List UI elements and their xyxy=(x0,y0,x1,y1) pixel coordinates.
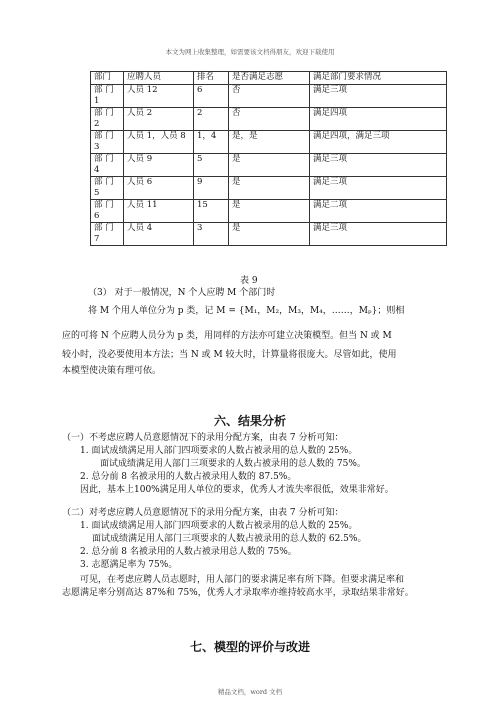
cell-wish: 是 xyxy=(229,223,310,246)
table-row xyxy=(91,200,447,223)
table-row xyxy=(91,131,447,154)
section6-title: 六、结果分析 xyxy=(213,414,286,428)
header-rank: 排名 xyxy=(194,72,229,85)
header-note: 本文为网上收集整理，如需要该文档得朋友，欢迎下载使用 xyxy=(165,48,335,56)
part2-item2: 2. 总分前 8 名被录用的人数占被录用总人数的 75%。 xyxy=(80,547,297,557)
part2-item1a: 1. 面试成绩满足用人部门四项要求的人数占被录用的总人数的 25%。 xyxy=(80,521,358,531)
cell-req: 满足三项 xyxy=(310,154,447,177)
part1-item1a: 1. 面试成绩满足用人部门四项要求的人数占被录用的总人数的 25%。 xyxy=(80,446,358,456)
part2-item3: 3. 志愿满足率为 75%。 xyxy=(80,560,178,570)
cell-wish: 否 xyxy=(229,85,310,108)
cell-wish: 是 xyxy=(229,200,310,223)
table-row xyxy=(91,154,447,177)
cell-wish: 是 xyxy=(229,177,310,200)
cell-dept: 部 门 7 xyxy=(91,223,124,246)
cell-person: 人员 9 xyxy=(124,154,194,177)
cell-person: 人员 2 xyxy=(124,108,194,131)
cell-wish: 是，是 xyxy=(229,131,310,154)
cell-dept: 部 门 4 xyxy=(91,154,124,177)
header-req: 满足部门要求情况 xyxy=(310,72,447,85)
cell-dept: 部 门 1 xyxy=(91,85,124,108)
header-person: 应聘人员 xyxy=(124,72,194,85)
part2-summary1: 可见，在考虑应聘人员志愿时，用人部门的要求满足率有所下降。但要求满足率和 xyxy=(80,575,405,585)
cell-req: 满足四项 xyxy=(310,108,447,131)
cell-req: 满足四项，满足三项 xyxy=(310,131,447,154)
general-case-line5: 本模型使决策有理可依。 xyxy=(62,366,162,376)
part1-item1b: 面试成绩满足用人部门三项要求的人数占被录用的总人数的 75%。 xyxy=(100,459,366,469)
part1-summary: 因此，基本上100%满足用人单位的要求，优秀人才流失率很低，效果非常好。 xyxy=(80,485,394,495)
cell-person: 人员 6 xyxy=(124,177,194,200)
part1-item2: 2. 总分前 8 名被录用的人数占被录用人数的 87.5%。 xyxy=(80,472,297,482)
section7-title: 七、模型的评价与改进 xyxy=(189,640,310,654)
cell-wish: 是 xyxy=(229,154,310,177)
table-row xyxy=(91,223,447,246)
cell-wish: 否 xyxy=(229,108,310,131)
general-case-line1: （3） 对于一般情况，N 个人应聘 M 个部门时 xyxy=(88,288,276,298)
cell-person: 人员 1，人员 8 xyxy=(124,131,194,154)
part1-title: （一）不考虑应聘人员意愿情况下的录用分配方案，由表 7 分析可知： xyxy=(62,433,344,443)
cell-rank: 6 xyxy=(194,85,229,108)
cell-dept: 部 门 3 xyxy=(91,131,124,154)
table-row xyxy=(91,85,447,108)
table-header-row xyxy=(91,72,447,85)
table-row xyxy=(91,108,447,131)
table-caption: 表 9 xyxy=(240,276,258,286)
part2-title: （二）对考虑应聘人员意愿情况下的录用分配方案，由表 7 分析可知： xyxy=(62,508,344,518)
cell-dept: 部 门 5 xyxy=(91,177,124,200)
header-dept: 部门 xyxy=(91,72,124,85)
cell-person: 人员 11 xyxy=(124,200,194,223)
part2-summary2: 志愿满足率分别高达 87%和 75%，优秀人才录取率亦维持较高水平，录取结果非常好。 xyxy=(62,588,414,598)
cell-rank: 2 xyxy=(194,108,229,131)
cell-req: 满足三项 xyxy=(310,223,447,246)
cell-req: 满足三项 xyxy=(310,85,447,108)
cell-rank: 15 xyxy=(194,200,229,223)
part2-item1b: 面试成绩满足用人部门三项要求的人数占被录用的总人数的 62.5%。 xyxy=(92,534,367,544)
cell-person: 人员 12 xyxy=(124,85,194,108)
cell-rank: 3 xyxy=(194,223,229,246)
cell-dept: 部 门 2 xyxy=(91,108,124,131)
cell-person: 人员 4 xyxy=(124,223,194,246)
header-wish: 是否满足志愿 xyxy=(229,72,310,85)
footer-note: 精品文档，word 文档 xyxy=(217,688,283,696)
cell-req: 满足三项 xyxy=(310,177,447,200)
cell-rank: 9 xyxy=(194,177,229,200)
general-case-line3: 应的可将 N 个应聘人员分为 p 类，用同样的方法亦可建立决策模型。但当 N 或 M xyxy=(62,331,392,341)
general-case-line2: 将 M 个用人单位分为 p 类，记 M = {M₁，M₂，M₃，M₄，……，Mₚ}；则相 xyxy=(88,306,405,316)
cell-req: 满足二项 xyxy=(310,200,447,223)
allocation-table xyxy=(90,71,447,246)
cell-rank: 5 xyxy=(194,154,229,177)
cell-rank: 1，4 xyxy=(194,131,229,154)
cell-dept: 部 门 6 xyxy=(91,200,124,223)
general-case-line4: 较小时，没必要使用本方法；当 N 或 M 较大时，计算量将很庞大。尽管如此，使用 xyxy=(62,350,397,360)
table-row xyxy=(91,177,447,200)
